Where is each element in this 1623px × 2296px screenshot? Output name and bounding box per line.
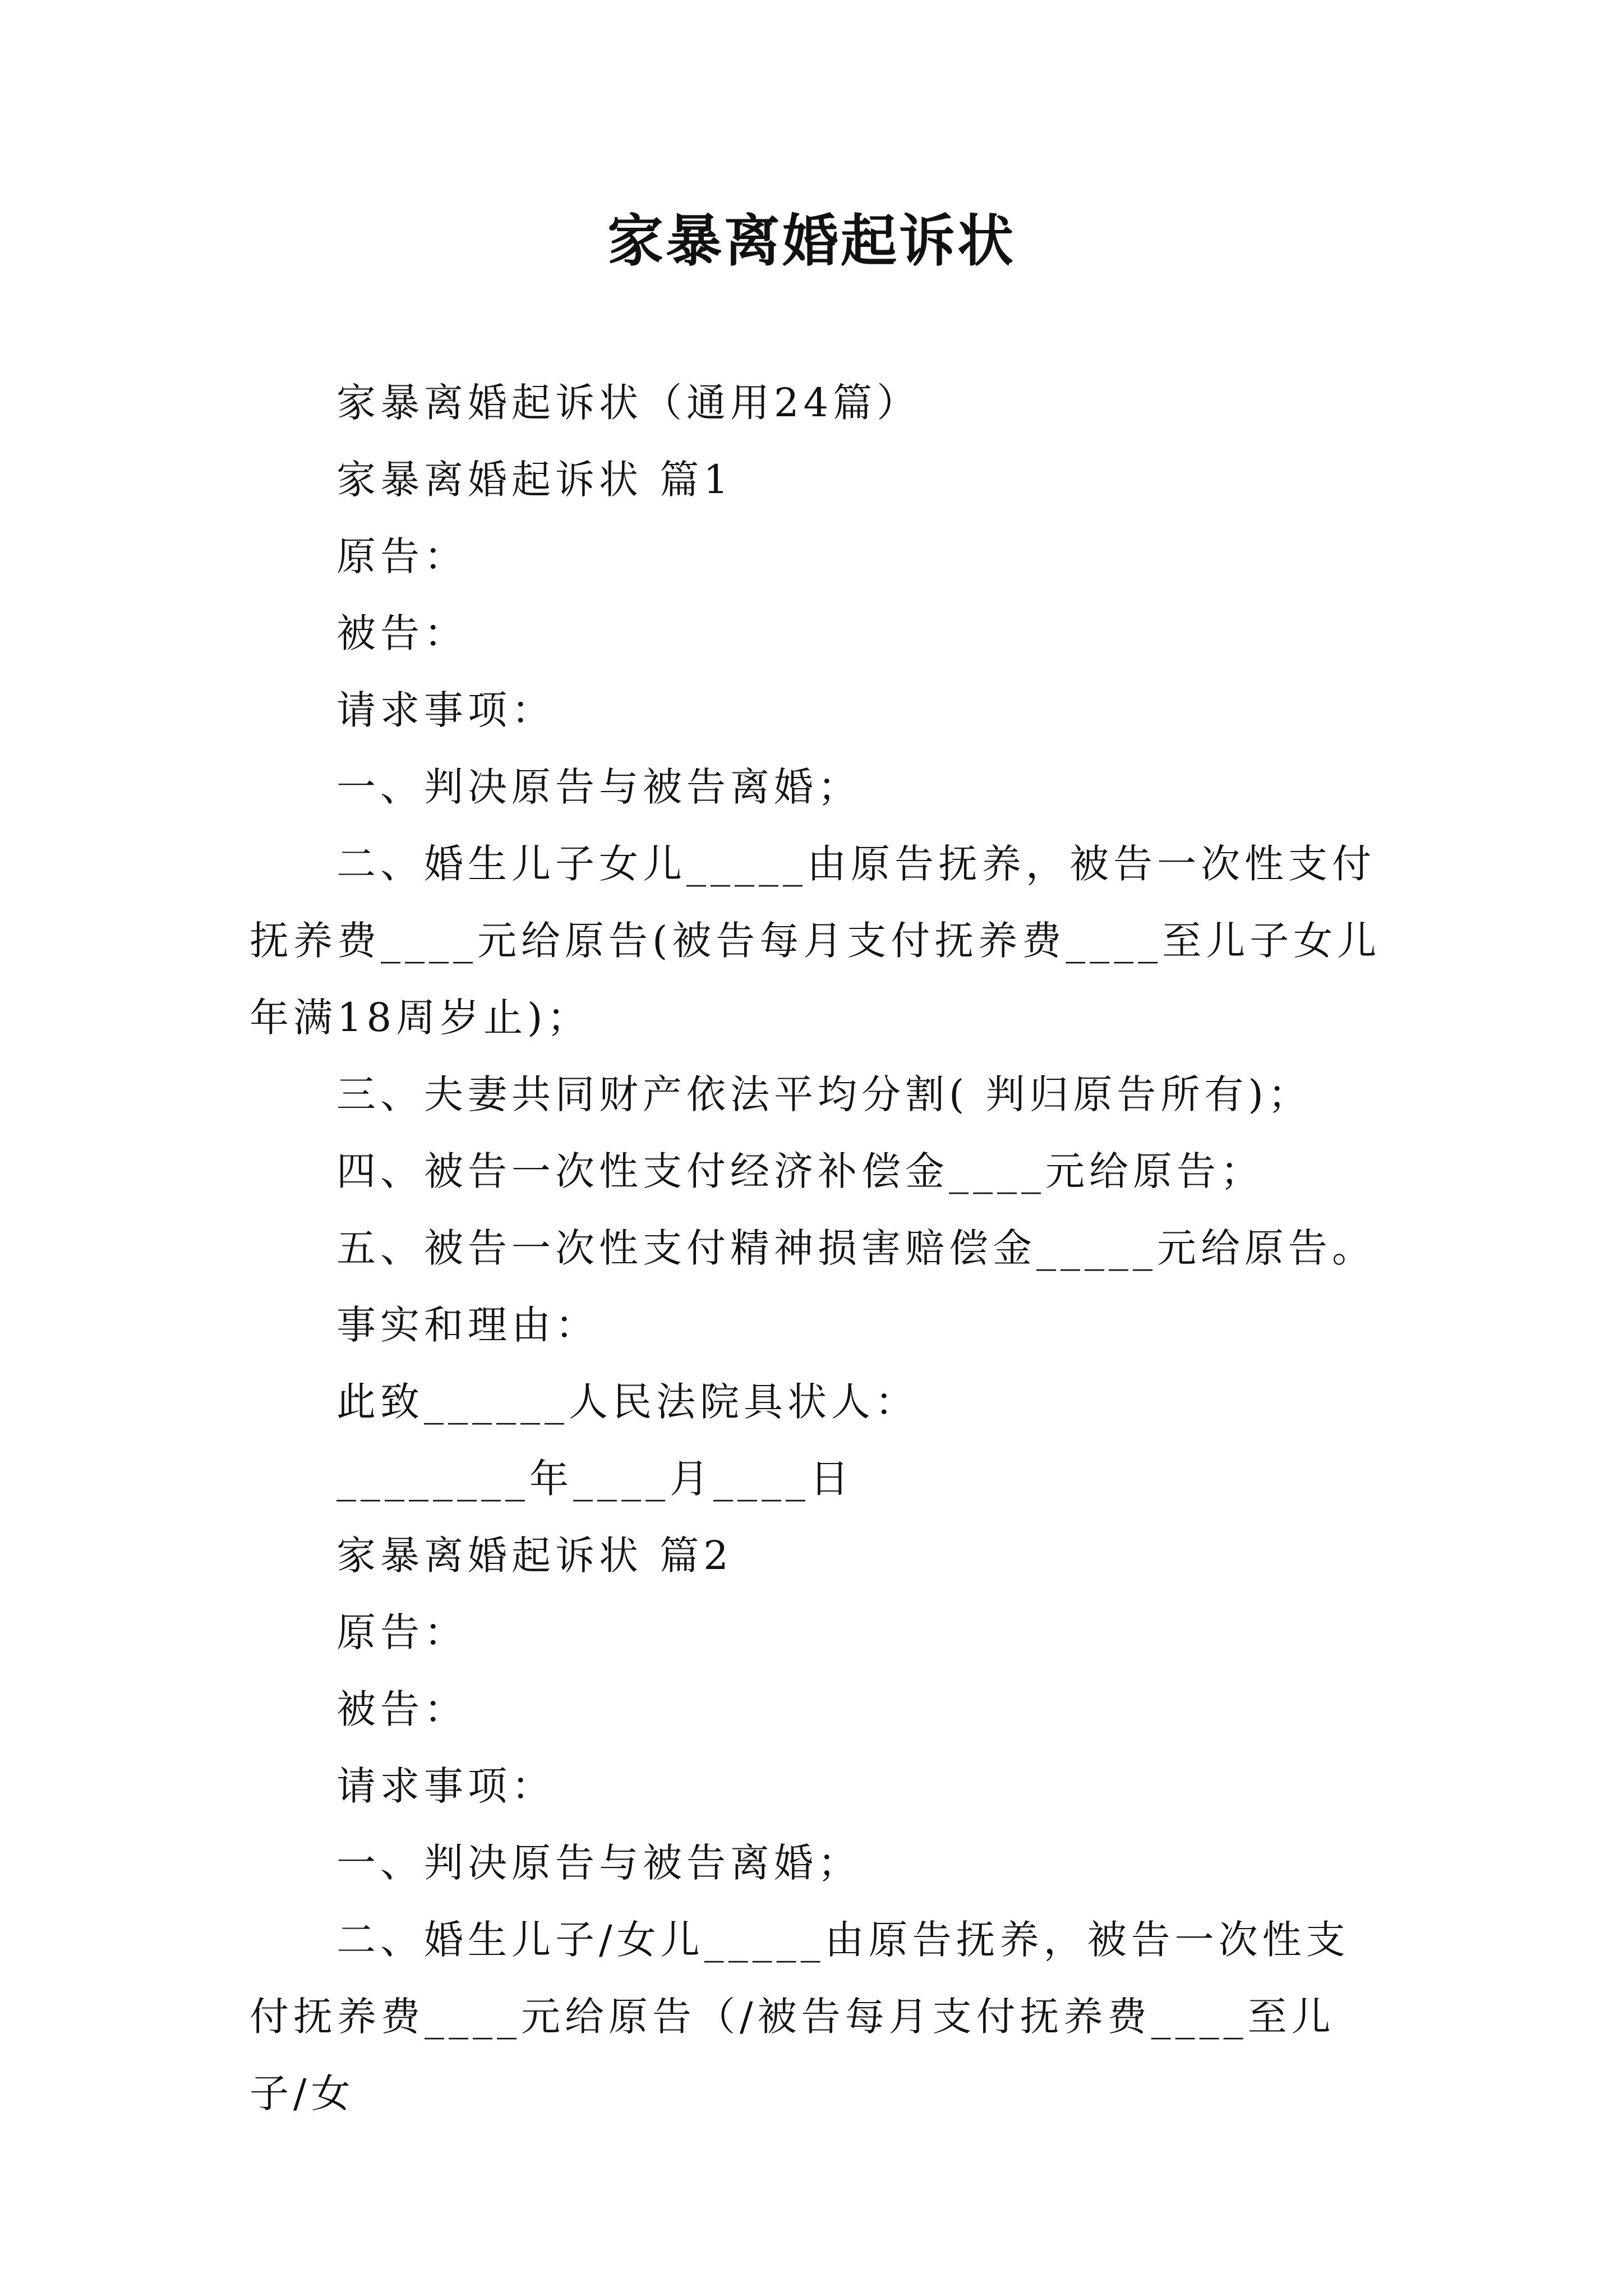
document-title: 家暴离婚起诉状 bbox=[607, 208, 1016, 274]
defendant-label: 被告： bbox=[336, 1686, 468, 1732]
claims-heading: 请求事项： bbox=[336, 687, 555, 733]
plaintiff-label: 原告： bbox=[336, 533, 468, 579]
collection-heading: 家暴离婚起诉状（通用24篇） bbox=[336, 380, 921, 426]
claims-heading: 请求事项： bbox=[336, 1763, 555, 1809]
section-heading-1: 家暴离婚起诉状 篇1 bbox=[336, 457, 733, 503]
court-address-line: 此致______人民法院具状人： bbox=[336, 1379, 919, 1425]
claim-item: 四、被告一次性支付经济补偿金____元给原告； bbox=[336, 1148, 1264, 1194]
plaintiff-label: 原告： bbox=[336, 1609, 468, 1655]
date-line: ________年____月____日 bbox=[336, 1456, 854, 1502]
claim-item: 二、婚生儿子女儿_____由原告抚养，被告一次性支付抚养费____元给原告(被告每月支付抚养费____至儿子女儿年满18周岁止)； bbox=[250, 841, 1381, 1041]
defendant-label: 被告： bbox=[336, 610, 468, 656]
claim-item: 一、判决原告与被告离婚； bbox=[336, 1840, 861, 1886]
facts-heading: 事实和理由： bbox=[336, 1302, 599, 1348]
claim-item: 三、夫妻共同财产依法平均分割( 判归原告所有)； bbox=[336, 1071, 1312, 1117]
claim-item: 五、被告一次性支付精神损害赔偿金_____元给原告。 bbox=[336, 1225, 1376, 1271]
section-heading-2: 家暴离婚起诉状 篇2 bbox=[336, 1533, 733, 1579]
claim-item: 二、婚生儿子/女儿_____由原告抚养，被告一次性支付抚养费____元给原告（/被告每月支付抚养费____至儿子/女 bbox=[250, 1917, 1350, 2116]
document-body bbox=[250, 365, 1382, 2132]
claim-item: 一、判决原告与被告离婚； bbox=[336, 764, 861, 810]
